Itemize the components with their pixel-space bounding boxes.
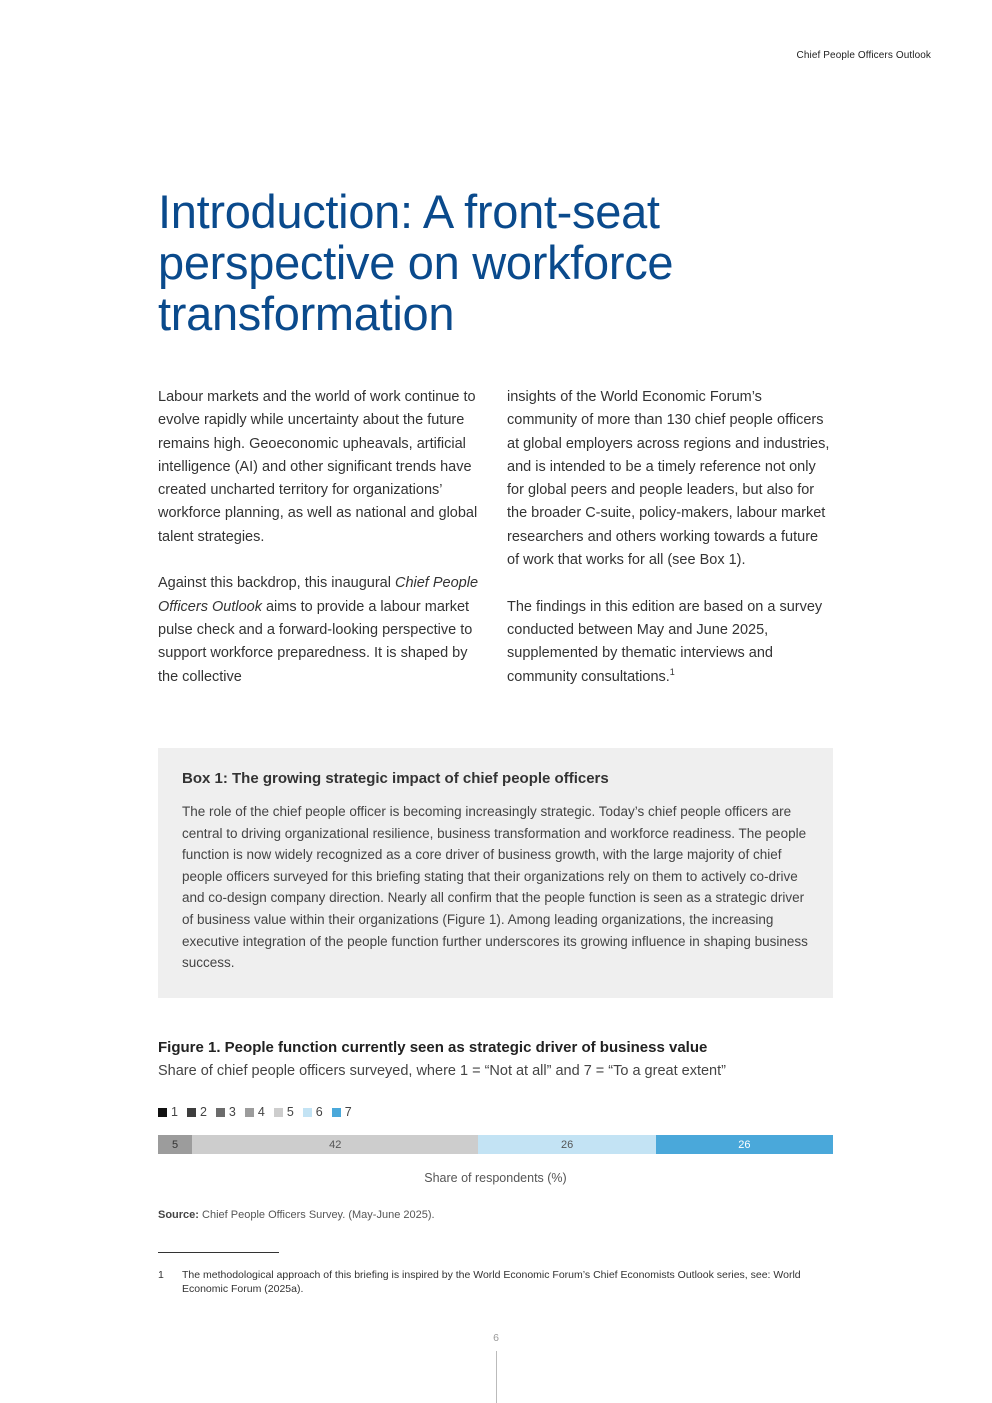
body-text: aims to provide a labour market pulse check and a forward-looking perspective to support workforce preparedness. It is shaped by the collective [158, 598, 473, 685]
legend-label: 1 [171, 1105, 178, 1119]
figure-title: Figure 1. People function currently seen as strategic driver of business value [158, 1039, 708, 1056]
x-axis-label: Share of respondents (%) [424, 1171, 567, 1185]
legend-label: 2 [199, 1105, 207, 1119]
info-box [158, 748, 833, 998]
body-paragraph [158, 572, 483, 688]
data-label: 5 [171, 1138, 179, 1151]
footnote-number: 1 [158, 1269, 164, 1281]
legend-label: 5 [286, 1105, 294, 1119]
legend-swatch [303, 1108, 312, 1117]
body-text: The findings in this edition are based on a survey conducted between May and June 2025, supplemented by thematic interviews and community consultations. [507, 598, 823, 685]
chart-legend [158, 1105, 352, 1119]
page-number-rule [496, 1351, 497, 1403]
body-paragraph: Labour markets and the world of work continue to evolve rapidly while uncertainty about the future remains high. Geoeconomic upheavals, artificial intelligence (AI) and other significant trends have created uncharted territory for organizations’ workforce planning, as well as national and global talent strategies. [158, 389, 478, 545]
bar-segment-7 [656, 1135, 833, 1154]
page-title: Introduction: A front-seat perspective on workforce transformation [158, 185, 674, 340]
data-label: 42 [329, 1138, 342, 1151]
figure-subtitle: Share of chief people officers surveyed, where 1 = “Not at all” and 7 = “To a great extent” [158, 1063, 726, 1079]
box-title: Box 1: The growing strategic impact of chief people officers [182, 770, 609, 787]
legend-swatch [245, 1108, 254, 1117]
source-text: Chief People Officers Survey. (May-June 2025). [202, 1209, 435, 1221]
footnote-text: The methodological approach of this briefing is inspired by the World Economic Forum’s Chief Economists Outlook series, see: World Economic Forum (2025a). [182, 1269, 801, 1295]
legend-swatch [274, 1108, 283, 1117]
data-label: 26 [560, 1138, 574, 1151]
bar-segment-6 [478, 1135, 655, 1154]
page-number: 6 [493, 1332, 499, 1344]
legend-swatch [332, 1108, 341, 1117]
legend-item-3 [216, 1105, 236, 1119]
stacked-bar [158, 1135, 833, 1154]
running-header: Chief People Officers Outlook [796, 50, 931, 61]
body-paragraph: insights of the World Economic Forum’s community of more than 130 chief people officers at global employers across regions and industries, and is intended to be a timely reference not only for global peers and people leaders, but also for the broader C-suite, policy-makers, labour market researchers and others working towards a future of work that works for all (see Box 1). [507, 389, 830, 569]
footnote-divider [158, 1252, 279, 1253]
legend-label: 6 [315, 1105, 323, 1119]
box-text: The role of the chief people officer is becoming increasingly strategic. Today’s chief people officers are central to driving organizational resilience, business transformation and workforce readiness. The people function is now widely recognized as a core driver of business growth, with the large majority of chief people officers surveyed for this briefing stating that their organizations rely on them to actively co-drive and co-design company direction. Nearly all confirm that the people function is seen as a strategic driver of business value within their organizations (Figure 1). Among leading organizations, the increasing executive integration of the people function further underscores its growing influence in shaping business success. [182, 804, 808, 971]
footnote [158, 1269, 818, 1296]
legend-swatch [216, 1108, 225, 1117]
legend-item-4 [245, 1105, 265, 1119]
source-label: Source: [158, 1209, 199, 1221]
legend-swatch [158, 1108, 167, 1117]
legend-label: 4 [257, 1105, 265, 1119]
data-label: 26 [738, 1138, 751, 1151]
publication-title: Chief People Officers Outlook [158, 575, 479, 615]
body-column-left [158, 386, 483, 712]
legend-item-6 [303, 1105, 323, 1119]
legend-item-7 [332, 1105, 352, 1119]
footnote-reference[interactable]: 1 [669, 666, 675, 677]
body-paragraph [507, 596, 832, 689]
legend-label: 3 [228, 1105, 236, 1119]
source-note [158, 1209, 435, 1221]
bar-segment-4 [158, 1135, 192, 1154]
bar-segment-5 [192, 1135, 478, 1154]
legend-item-2 [187, 1105, 207, 1119]
legend-item-5 [274, 1105, 294, 1119]
body-text: Against this backdrop, this inaugural [158, 575, 395, 592]
legend-label: 7 [344, 1105, 352, 1119]
legend-item-1 [158, 1105, 178, 1119]
body-column-right [507, 386, 832, 712]
legend-swatch [187, 1108, 196, 1117]
